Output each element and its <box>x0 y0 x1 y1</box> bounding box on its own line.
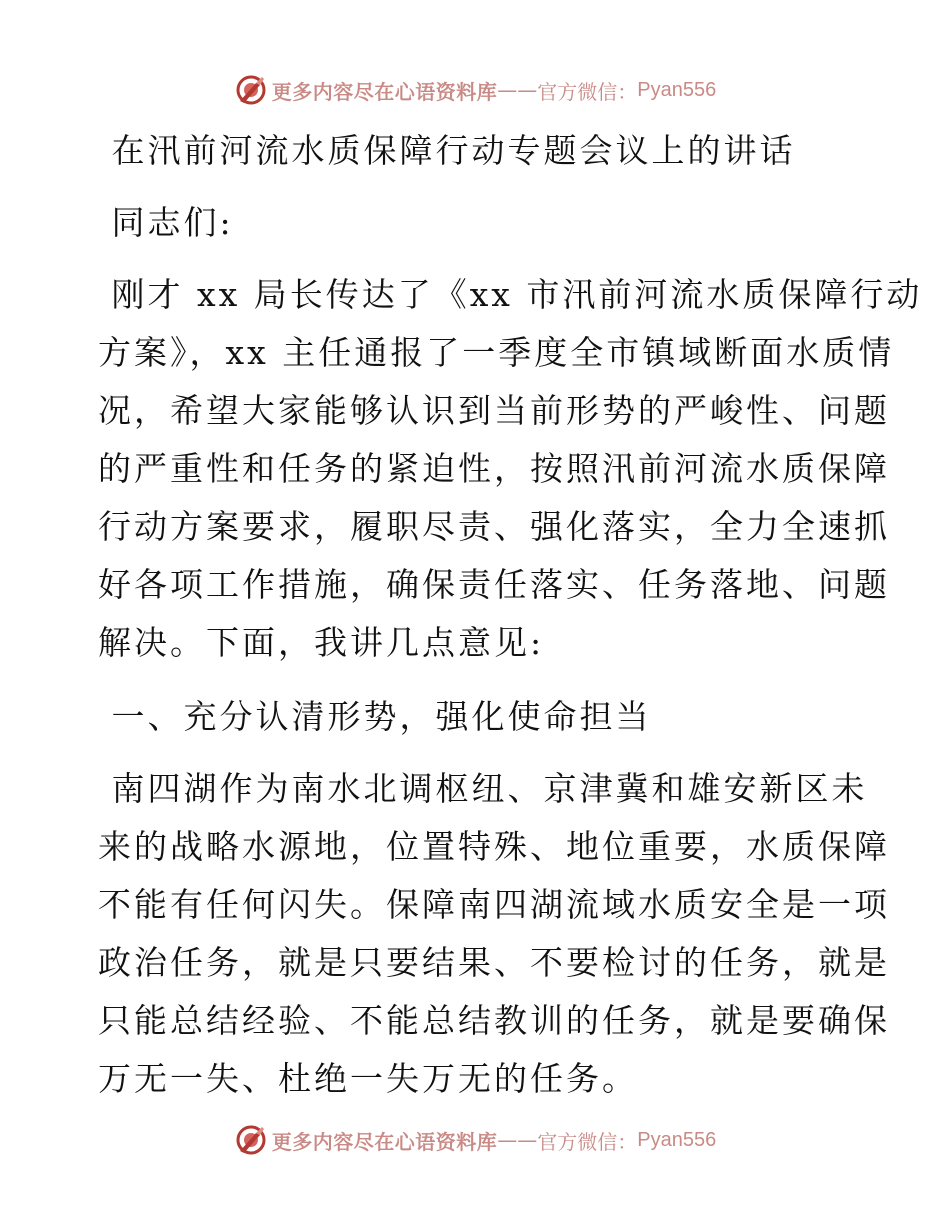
watermark-wechat-id: Pyan556 <box>637 1128 717 1151</box>
paragraph-line: 解决。下面，我讲几点意见: <box>98 623 545 662</box>
watermark-brand: 更多内容尽在心语资料库 <box>271 1129 498 1154</box>
paragraph-intro <box>98 266 923 672</box>
paragraph-section-1 <box>98 760 890 1108</box>
watermark-wechat-id: Pyan556 <box>637 78 717 101</box>
paragraph-line: 不能有任何闪失。保障南四湖流域水质安全是一项 <box>98 885 890 924</box>
section-heading: 一、充分认清形势，强化使命担当 <box>98 697 652 736</box>
watermark-brand: 更多内容尽在心语资料库 <box>271 79 498 104</box>
paragraph-line: 万无一失、杜绝一失万无的任务。 <box>98 1059 638 1098</box>
paragraph-line: 政治任务，就是只要结果、不要检讨的任务，就是 <box>98 943 890 982</box>
paragraph-line: 的严重性和任务的紧迫性，按照汛前河流水质保障 <box>98 449 890 488</box>
watermark-official-label: 官方微信： <box>537 79 638 104</box>
document-body <box>98 122 923 1108</box>
watermark-separator: —— <box>497 1128 538 1152</box>
greeting: 同志们: <box>98 203 234 242</box>
paragraph-line: 来的战略水源地，位置特殊、地位重要，水质保障 <box>98 827 890 866</box>
pen-nib-logo-icon <box>234 73 268 107</box>
watermark-separator: —— <box>497 78 538 102</box>
paragraph-line: 况，希望大家能够认识到当前形势的严峻性、问题 <box>98 391 890 430</box>
paragraph-line: 刚才 xx 局长传达了《xx 市汛前河流水质保障行动 <box>98 275 923 314</box>
watermark-official-label: 官方微信： <box>537 1129 638 1154</box>
paragraph-line: 好各项工作措施，确保责任落实、任务落地、问题 <box>98 565 890 604</box>
pen-nib-logo-icon <box>234 1123 268 1157</box>
paragraph-line: 行动方案要求，履职尽责、强化落实，全力全速抓 <box>98 507 890 546</box>
watermark-header <box>0 70 950 110</box>
watermark-footer <box>0 1120 950 1160</box>
document-title: 在汛前河流水质保障行动专题会议上的讲话 <box>98 131 796 170</box>
paragraph-line: 方案》，xx 主任通报了一季度全市镇域断面水质情 <box>98 333 895 372</box>
paragraph-line: 南四湖作为南水北调枢纽、京津冀和雄安新区未 <box>98 769 868 808</box>
paragraph-line: 只能总结经验、不能总结教训的任务，就是要确保 <box>98 1001 890 1040</box>
